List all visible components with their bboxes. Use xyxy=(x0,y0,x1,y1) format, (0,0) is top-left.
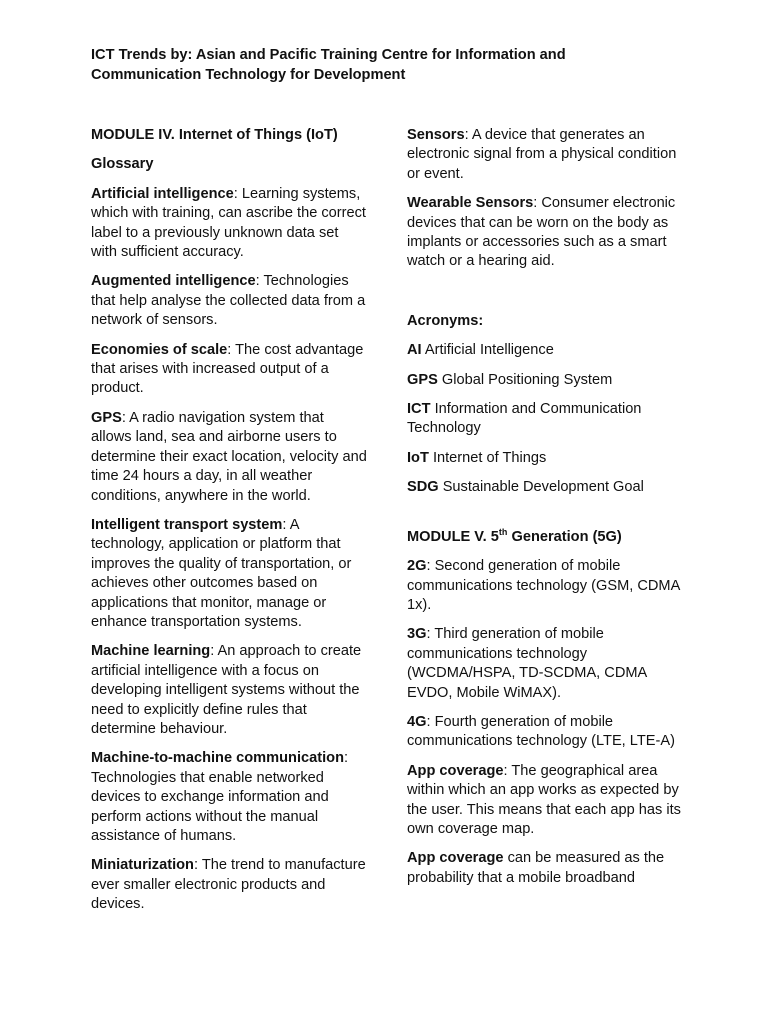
glossary-entry-app-coverage-measure xyxy=(407,849,683,888)
glossary-term: App coverage xyxy=(407,762,504,779)
glossary-definition: Technologies that help analyse the collected data from a network of sensors. xyxy=(91,273,366,329)
glossary-definition: can be measured as the probability that a mobile broadband xyxy=(407,850,665,886)
term-separator: : xyxy=(464,127,472,143)
term-separator: : xyxy=(533,195,542,212)
term-separator: : xyxy=(344,750,349,767)
module-v-superscript: th xyxy=(498,526,508,537)
spacer xyxy=(407,508,683,528)
glossary-definition: The geographical area within which an app works as expected by the user. This means that each app has its own coverage map. xyxy=(407,762,681,837)
glossary-definition: The trend to manufacture ever smaller electronic products and devices. xyxy=(91,857,366,913)
glossary-entry-artificial-intelligence xyxy=(91,185,367,263)
glossary-term: Machine learning xyxy=(91,643,211,660)
title-line-1: ICT Trends by: Asian and Pacific Training Centre for Information and xyxy=(91,47,566,63)
glossary-term: 2G xyxy=(407,558,427,575)
spacer xyxy=(407,282,683,312)
module-v-prefix: MODULE V. 5 xyxy=(407,528,499,545)
glossary-definition: Technologies that enable networked devices to exchange information and perform actions without the manual assistance of humans. xyxy=(91,769,329,844)
acronym-expansion: Internet of Things xyxy=(432,449,547,466)
glossary-definition: A device that generates an electronic signal from a physical condition or event. xyxy=(407,127,677,182)
glossary-term: 4G xyxy=(407,713,427,730)
term-separator: : xyxy=(255,273,264,290)
acronym-abbr: IoT xyxy=(407,449,429,466)
glossary-entry-economies-of-scale xyxy=(91,341,367,399)
glossary-term: App coverage xyxy=(407,850,504,867)
acronym-abbr: AI xyxy=(407,342,422,359)
acronym-abbr: ICT xyxy=(407,401,431,418)
glossary-entry-miniaturization xyxy=(91,856,367,914)
glossary-term: Augmented intelligence xyxy=(91,273,256,290)
term-separator: : xyxy=(503,762,512,779)
acronym-expansion: Sustainable Development Goal xyxy=(442,479,644,496)
term-separator: : xyxy=(282,516,290,533)
glossary-entry-machine-learning xyxy=(91,642,367,739)
glossary-definition: Fourth generation of mobile communications technology (LTE, LTE-A) xyxy=(407,713,675,750)
term-separator: : xyxy=(426,558,435,575)
glossary-entry-gps xyxy=(91,409,367,506)
glossary-entry-augmented-intelligence xyxy=(91,272,367,330)
glossary-definition: Second generation of mobile communications technology (GSM, CDMA 1x). xyxy=(407,558,680,613)
acronym-sdg xyxy=(407,478,683,497)
acronyms-heading: Acronyms: xyxy=(407,312,484,329)
module-v-suffix: Generation (5G) xyxy=(507,528,622,545)
acronym-abbr: GPS xyxy=(407,371,438,388)
glossary-entry-4g xyxy=(407,713,683,752)
glossary-term: Wearable Sensors xyxy=(407,195,534,212)
glossary-term: Miniaturization xyxy=(91,857,194,874)
glossary-definition: A technology, application or platform that improves the quality of transportation, or achieves other outcomes based on applications that monitor, manage or enhance transportation systems. xyxy=(91,516,352,630)
glossary-definition: A radio navigation system that allows land, sea and airborne users to determine their exact location, velocity and time 24 hours a day, in all weather conditions, anywhere in the world. xyxy=(91,409,367,504)
module-iv-heading: MODULE IV. Internet of Things (IoT) xyxy=(91,127,338,143)
right-column xyxy=(407,126,683,898)
term-separator: : xyxy=(426,713,435,730)
glossary-term: 3G xyxy=(407,626,427,643)
glossary-term: Artificial intelligence xyxy=(91,185,234,202)
glossary-entry-machine-to-machine-communication xyxy=(91,749,367,846)
glossary-entry-3g xyxy=(407,625,683,703)
term-separator: : xyxy=(193,857,202,874)
glossary-term: Intelligent transport system xyxy=(91,516,283,533)
glossary-term: GPS xyxy=(91,409,122,426)
glossary-entry-2g xyxy=(407,557,683,615)
acronym-ai xyxy=(407,341,683,360)
glossary-definition: Third generation of mobile communications technology (WCDMA/HSPA, TD-SCDMA, CDMA EVDO, Mobile WiMAX). xyxy=(407,626,647,701)
acronym-abbr: SDG xyxy=(407,479,439,496)
glossary-heading: Glossary xyxy=(91,156,154,173)
glossary-entry-intelligent-transport-system xyxy=(91,516,367,632)
module-v-heading xyxy=(407,528,683,547)
glossary-entry-app-coverage xyxy=(407,762,683,840)
title-line-2: Communication Technology for Development xyxy=(91,66,406,83)
glossary-definition: Consumer electronic devices that can be worn on the body as implants or accessories such as a smart watch or a hearing aid. xyxy=(407,195,676,270)
glossary-entry-sensors xyxy=(407,126,683,184)
term-separator: : xyxy=(121,409,130,426)
glossary-term: Machine-to-machine communication xyxy=(91,750,344,767)
acronym-ict xyxy=(407,400,683,439)
glossary-definition: An approach to create artificial intelligence with a focus on developing intelligent systems without the need to explicitly define rules that determine behaviour. xyxy=(91,643,362,737)
term-separator: : xyxy=(227,341,236,358)
term-separator: : xyxy=(426,626,435,643)
glossary-term: Sensors xyxy=(407,127,465,143)
acronym-gps xyxy=(407,371,683,390)
glossary-entry-wearable-sensors xyxy=(407,194,683,272)
glossary-definition: Learning systems, which with training, can ascribe the correct label to a previously unknown data set with sufficient accuracy. xyxy=(91,185,366,261)
acronym-expansion: Global Positioning System xyxy=(441,371,613,388)
acronym-expansion: Artificial Intelligence xyxy=(424,342,554,359)
term-separator: : xyxy=(233,185,242,202)
acronym-expansion: Information and Communication Technology xyxy=(407,401,642,437)
acronym-iot xyxy=(407,449,683,468)
glossary-definition: The cost advantage that arises with increased output of a product. xyxy=(91,341,364,397)
term-separator: : xyxy=(210,643,218,660)
document-title xyxy=(91,46,691,85)
glossary-term: Economies of scale xyxy=(91,341,228,358)
left-column xyxy=(91,126,367,925)
